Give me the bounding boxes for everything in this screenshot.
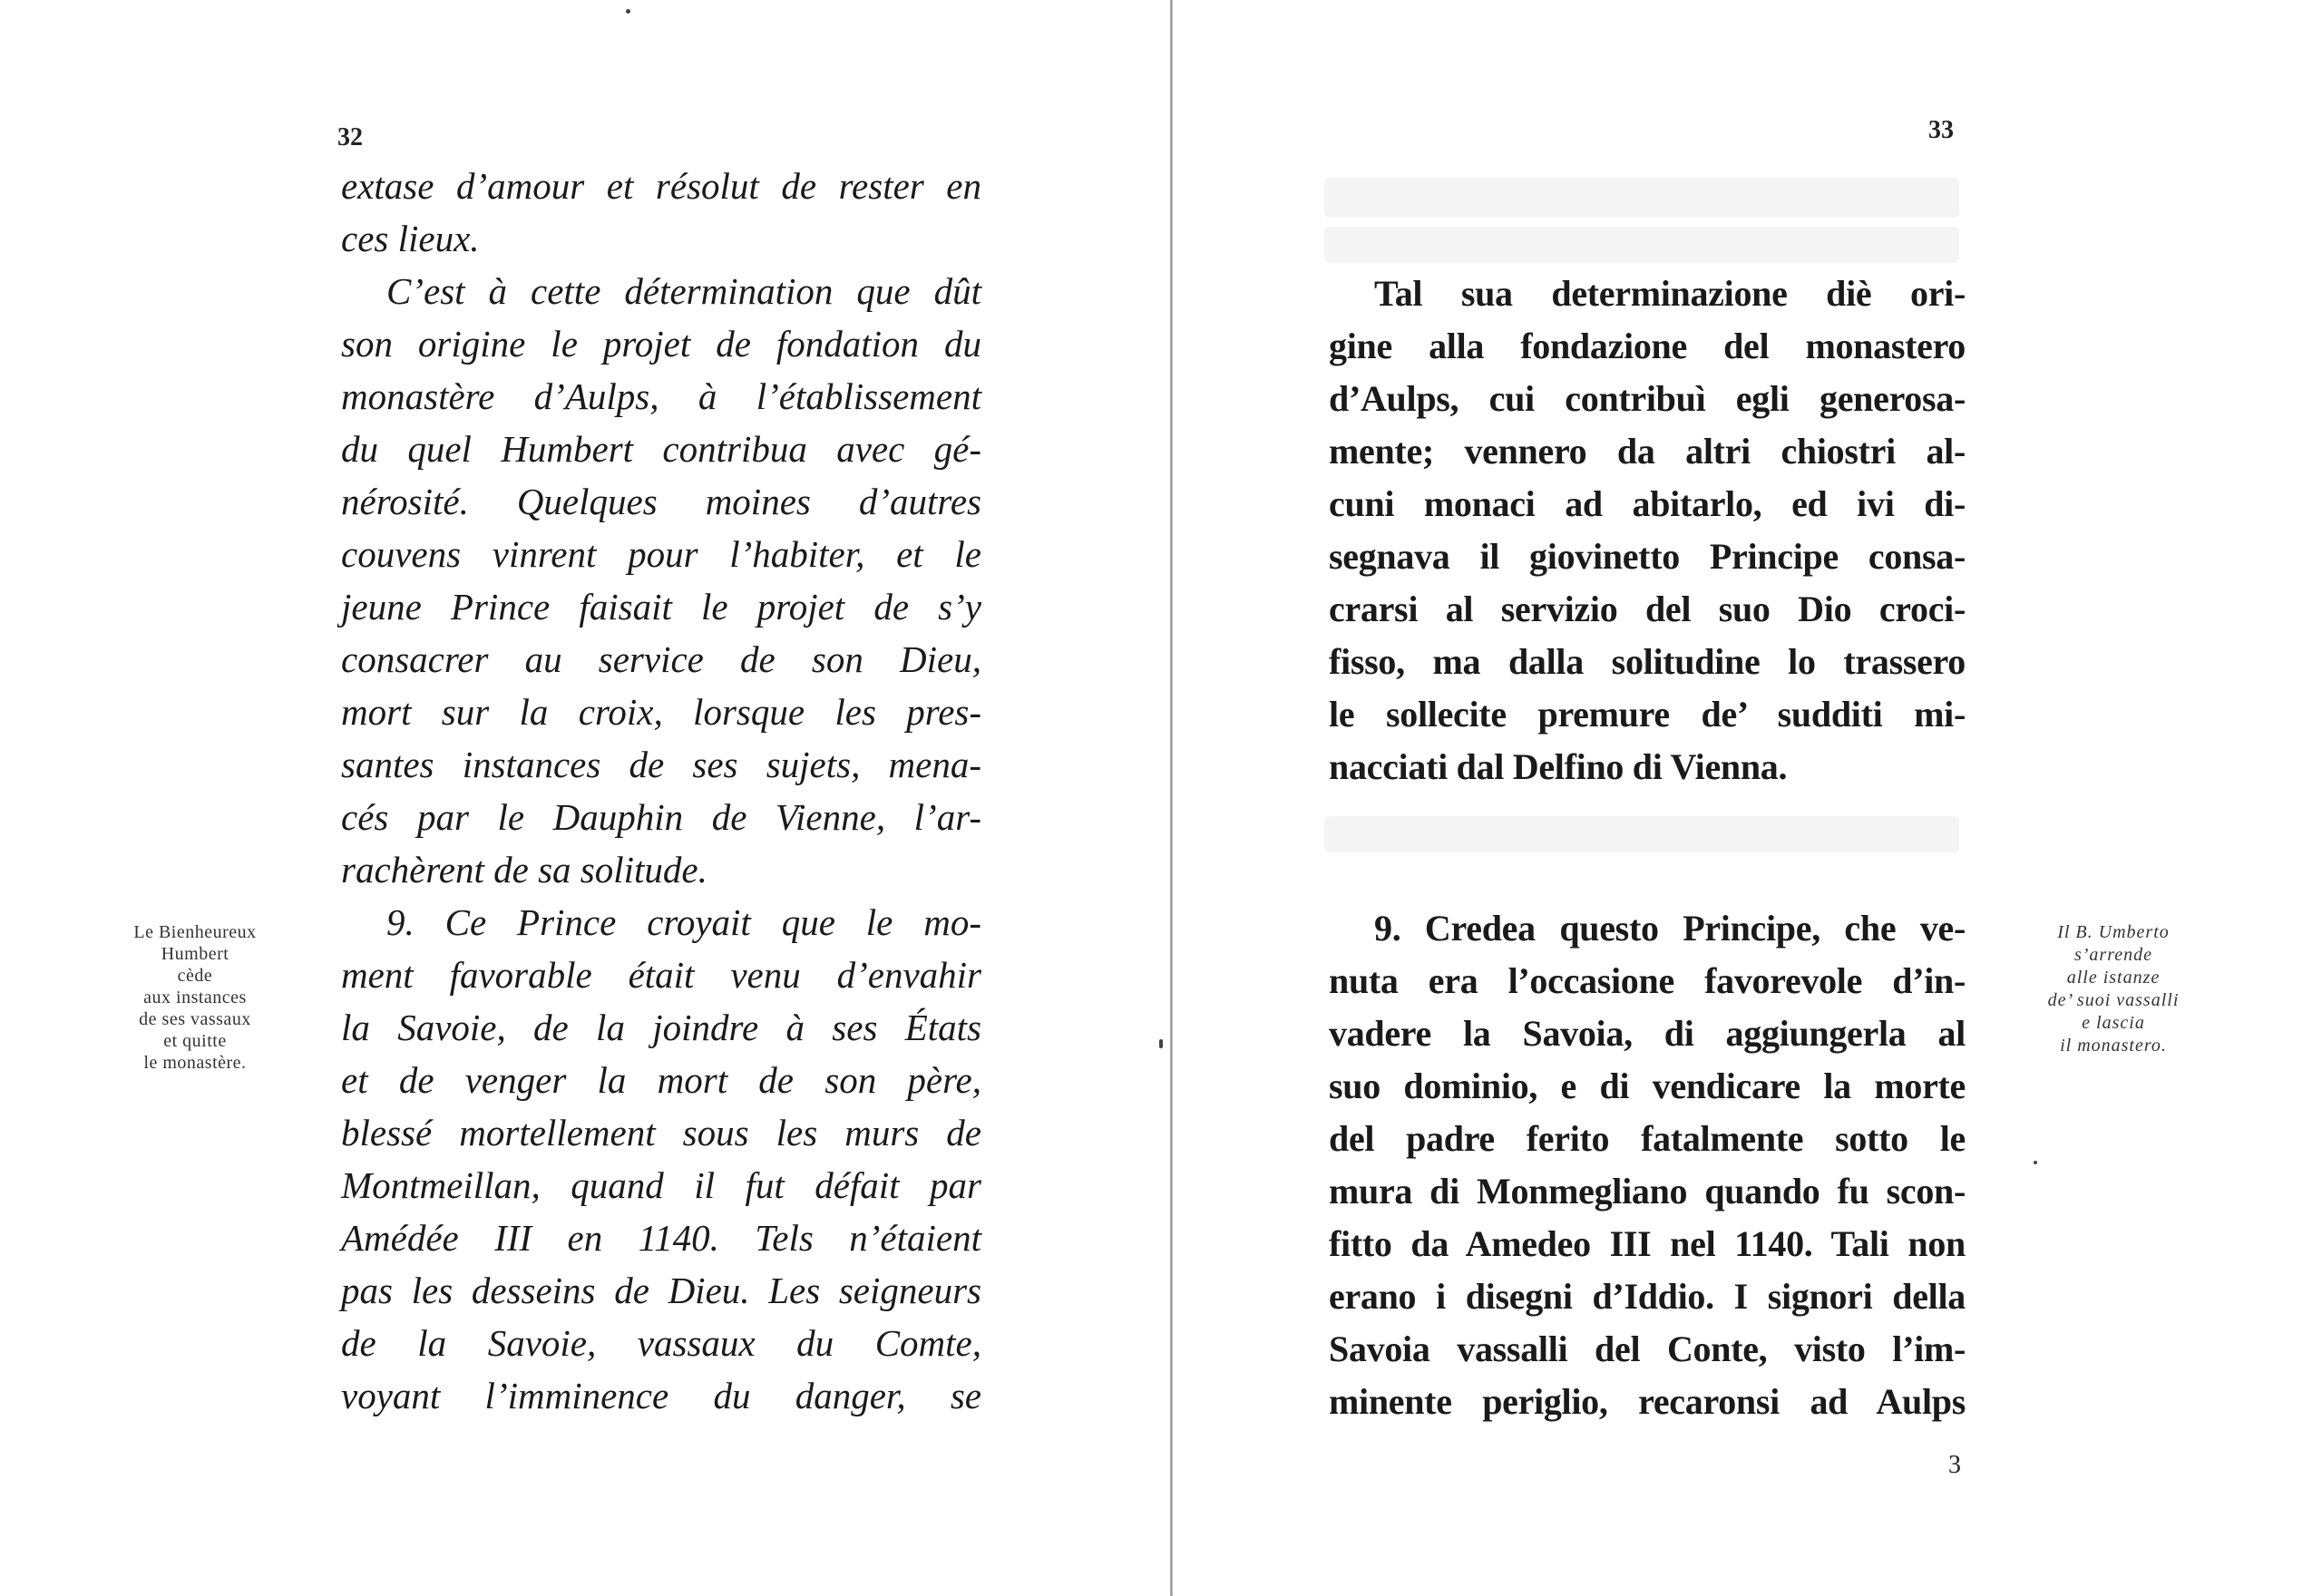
text-line: d’Aulps, cui contribuì egli generosa- (1329, 378, 1966, 419)
left-marginal-note (91, 921, 299, 1074)
left-page-number: 32 (337, 123, 363, 151)
text-line: gine alla fondazione del monastero (1329, 326, 1966, 366)
text-line: monastère d’Aulps, à l’établissement (341, 375, 981, 417)
text-line: de la Savoie, vassaux du Comte, (341, 1322, 981, 1364)
text-line: C’est à cette détermination que dût (386, 270, 981, 312)
text-line: blessé mortellement sous les murs de (341, 1112, 981, 1153)
marginal-line: et quitte (163, 1031, 227, 1051)
marginal-line: Le Bienheureux (133, 922, 257, 942)
marginal-line: il monastero. (2060, 1036, 2167, 1056)
right-paragraph-2 (1329, 902, 1966, 1428)
marginal-line: Humbert (161, 944, 229, 964)
marginal-line: s’arrende (2073, 945, 2153, 965)
text-line: cuni monaci ad abitarlo, ed ivi di- (1329, 483, 1966, 524)
marginal-line: le monastère. (143, 1053, 247, 1073)
text-line: le sollecite premure de’ sudditi mi- (1329, 694, 1966, 735)
text-line: couvens vinrent pour l’habiter, et le (341, 533, 981, 575)
text-line: erano i disegni d’Iddio. I signori della (1329, 1276, 1966, 1317)
text-line: nacciati dal Delfino di Vienna. (1329, 746, 1788, 787)
text-line: et de venger la mort de son père, (341, 1059, 981, 1101)
marginal-line: de’ suoi vassalli (2047, 990, 2180, 1010)
right-page-number: 33 (1928, 116, 1954, 144)
text-line: segnava il giovinetto Principe consa- (1329, 536, 1966, 577)
text-line: vadere la Savoia, di aggiungerla al (1329, 1013, 1966, 1054)
text-line: mura di Monmegliano quando fu scon- (1329, 1171, 1966, 1212)
text-line: extase d’amour et résolut de rester en (341, 165, 981, 207)
text-line: consacrer au service de son Dieu, (341, 638, 981, 680)
marginal-line: de ses vassaux (139, 1009, 251, 1029)
paper-speck (2034, 1161, 2037, 1164)
signature-mark: 3 (1948, 1451, 1961, 1479)
text-line: 9. Credea questo Principe, che ve- (1374, 908, 1966, 949)
text-line: suo dominio, e di vendicare la morte (1329, 1066, 1966, 1106)
text-line: ment favorable était venu d’envahir (341, 954, 981, 996)
text-line: ces lieux. (341, 218, 480, 259)
text-line: Amédée III en 1140. Tels n’étaient (341, 1217, 981, 1259)
text-line: crarsi al servizio del suo Dio croci- (1329, 589, 1966, 629)
right-paragraph-1 (1329, 268, 1966, 793)
show-through-text (1324, 816, 1959, 852)
right-marginal-note (2014, 921, 2213, 1057)
text-line: del padre ferito fatalmente sotto le (1329, 1118, 1966, 1159)
text-line: fitto da Amedeo III nel 1140. Tali non (1329, 1223, 1966, 1264)
text-line: rachèrent de sa solitude. (341, 849, 707, 890)
text-line: fisso, ma dalla solitudine lo trassero (1329, 641, 1966, 682)
text-line: 9. Ce Prince croyait que le mo- (386, 901, 981, 943)
marginal-line: alle istanze (2066, 968, 2161, 988)
text-line: jeune Prince faisait le projet de s’y (341, 586, 981, 628)
text-line: son origine le projet de fondation du (341, 323, 981, 365)
paper-speck (626, 9, 630, 14)
left-body-text (341, 160, 981, 1422)
text-line: santes instances de ses sujets, mena- (341, 744, 981, 785)
show-through-text (1324, 227, 1959, 263)
text-line: du quel Humbert contribua avec gé- (341, 428, 981, 470)
text-line: Montmeillan, quand il fut défait par (341, 1164, 981, 1206)
text-line: cés par le Dauphin de Vienne, l’ar- (341, 796, 981, 838)
text-line: nuta era l’occasione favorevole d’in- (1329, 960, 1966, 1001)
marginal-line: e lascia (2082, 1013, 2145, 1033)
text-line: mente; vennero da altri chiostri al- (1329, 431, 1966, 472)
marginal-line: cède (177, 966, 213, 986)
text-line: pas les desseins de Dieu. Les seigneurs (341, 1270, 981, 1311)
marginal-line: Il B. Umberto (2057, 922, 2170, 942)
text-line: minente periglio, recaronsi ad Aulps (1329, 1381, 1966, 1422)
text-line: la Savoie, de la joindre à ses États (341, 1007, 981, 1048)
marginal-line: aux instances (143, 988, 247, 1007)
text-line: mort sur la croix, lorsque les pres- (341, 691, 981, 733)
text-line: Savoia vassalli del Conte, visto l’im- (1329, 1328, 1966, 1369)
text-line: Tal sua determinazione diè ori- (1374, 273, 1966, 314)
text-line: nérosité. Quelques moines d’autres (341, 481, 981, 522)
text-line: voyant l’imminence du danger, se (341, 1375, 981, 1416)
show-through-text (1324, 178, 1959, 218)
